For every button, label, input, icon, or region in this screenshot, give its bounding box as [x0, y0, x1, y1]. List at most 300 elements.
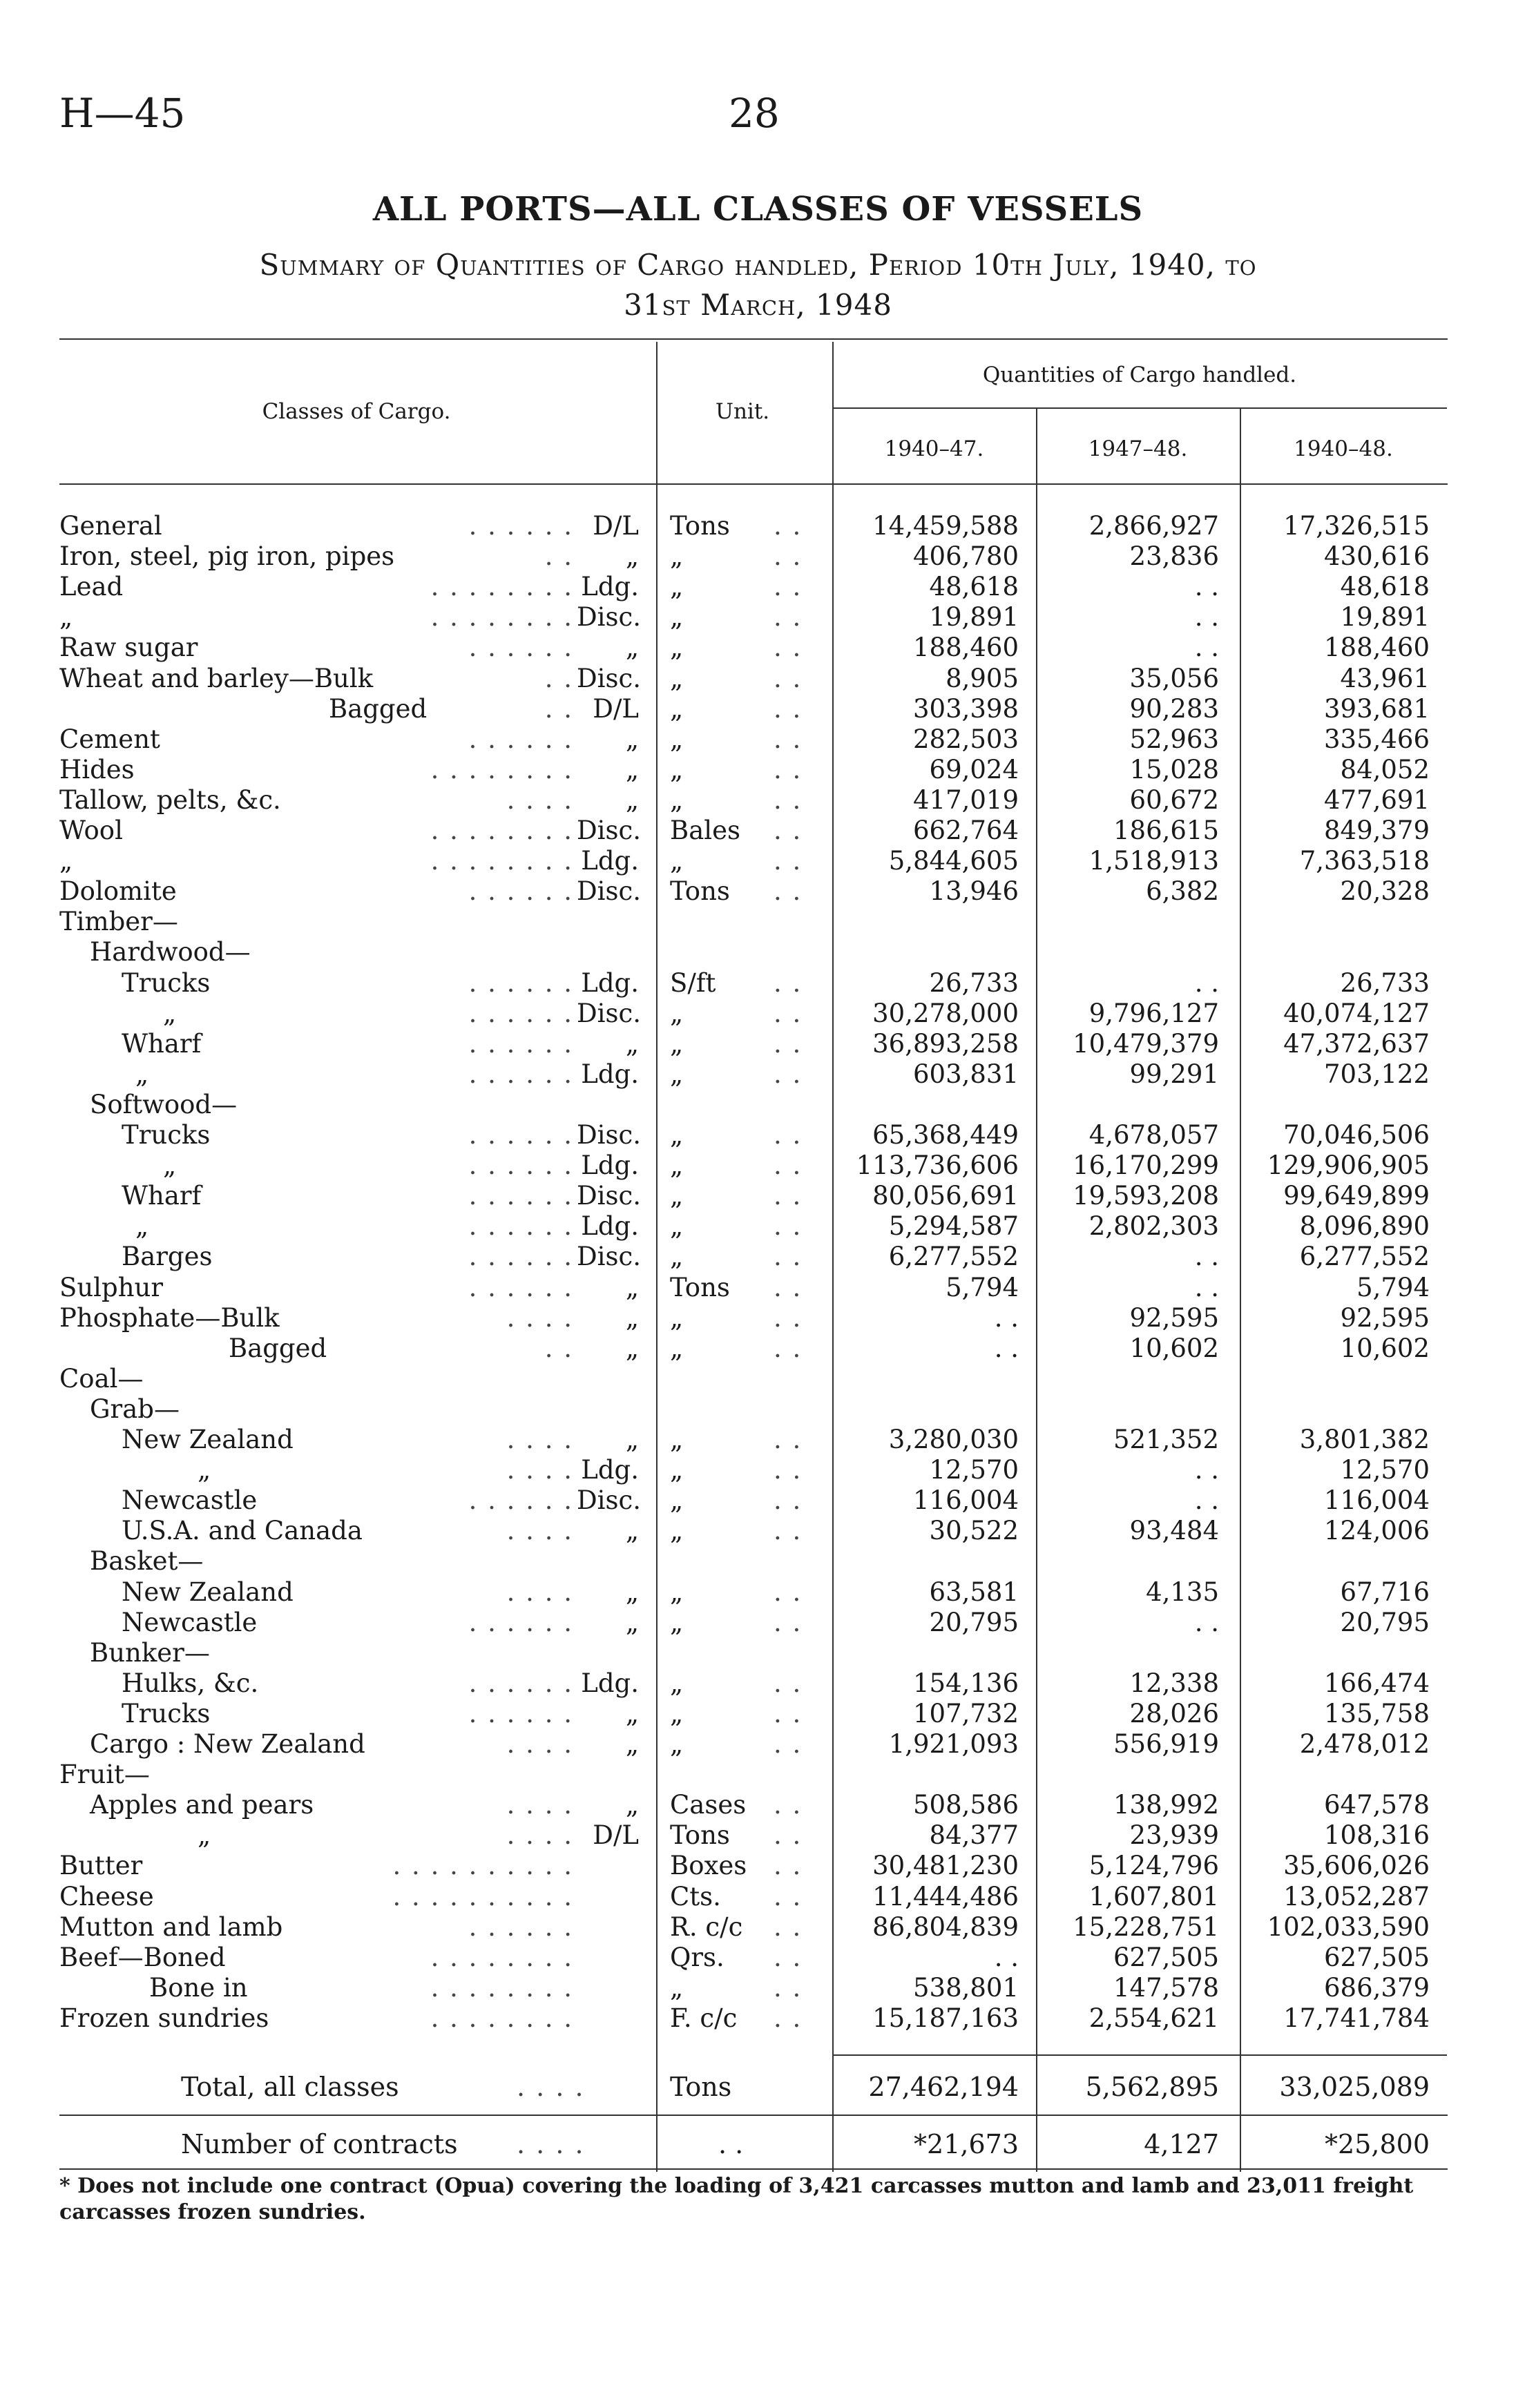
value-1947-48: 99,291 — [1129, 1059, 1219, 1089]
value-1940-48: 3,801,382 — [1299, 1425, 1430, 1454]
total-1940-48: 33,025,089 — [1279, 2072, 1430, 2102]
handling-type: Disc. — [577, 602, 641, 633]
contracts-1940-47: *21,673 — [914, 2129, 1019, 2159]
leader-dots: . . . . . . . . — [430, 754, 573, 784]
value-1940-48: 7,363,518 — [1299, 846, 1430, 876]
value-1947-48: 10,602 — [1129, 1333, 1219, 1363]
handling-type: D/L — [593, 1820, 639, 1851]
leader-dots: . . . . . . . . — [430, 1972, 573, 2003]
handling-type: „ — [625, 784, 639, 815]
value-1947-48: 1,607,801 — [1088, 1881, 1219, 1911]
value-1940-48: 47,372,637 — [1283, 1028, 1430, 1059]
handling-type: Ldg. — [581, 1150, 639, 1181]
value-1947-48: 52,963 — [1129, 724, 1219, 754]
value-1940-48: 335,466 — [1323, 724, 1430, 754]
value-1940-48: 10,602 — [1340, 1333, 1430, 1363]
table-bottom-rule — [59, 2168, 1448, 2170]
value-1947-48: 138,992 — [1113, 1790, 1219, 1820]
leader-dots: . . . . — [506, 1425, 573, 1454]
contracts-label: Number of contracts — [181, 2129, 458, 2159]
leader-dots: . . . . — [506, 1729, 573, 1759]
value-1947-48: 35,056 — [1129, 663, 1219, 693]
table-row — [0, 1943, 1516, 1973]
leader-dots: . . . . . . — [468, 1668, 573, 1698]
handling-type: „ — [625, 1577, 639, 1607]
unit-leader-dots: . . — [774, 1729, 803, 1759]
value-1940-48: 67,716 — [1340, 1577, 1430, 1607]
cargo-class-label: General — [59, 511, 162, 541]
unit-cell: „ — [670, 1607, 684, 1637]
unit-cell: „ — [670, 754, 684, 784]
leader-dots: . . . . . . . . — [430, 2003, 573, 2033]
handling-type: „ — [625, 1272, 639, 1302]
leader-dots: . . . . — [506, 1790, 573, 1820]
unit-leader-dots: . . — [774, 1150, 803, 1181]
value-1947-48: . . — [1194, 602, 1219, 633]
total-label: Total, all classes — [181, 2072, 399, 2102]
unit-cell: „ — [670, 1302, 684, 1333]
cargo-class-label: Bunker— — [90, 1637, 210, 1668]
value-1940-48: 686,379 — [1323, 1972, 1430, 2003]
table-top-rule — [59, 338, 1448, 340]
handling-type: „ — [625, 1607, 639, 1637]
unit-cell: „ — [670, 541, 684, 572]
value-1947-48: 19,593,208 — [1073, 1181, 1219, 1211]
unit-leader-dots: . . — [774, 663, 803, 693]
cargo-class-label: Coal— — [59, 1363, 144, 1394]
cargo-class-label: Wharf — [122, 1028, 202, 1059]
page-title: ALL PORTS—ALL CLASSES OF VESSELS — [372, 190, 1144, 229]
value-1947-48: 60,672 — [1129, 784, 1219, 815]
cargo-class-label: „ — [198, 1820, 211, 1851]
unit-cell: „ — [670, 784, 684, 815]
cargo-class-label: Newcastle — [122, 1485, 258, 1516]
leader-dots: . . — [544, 663, 573, 693]
cargo-class-label: Apples and pears — [90, 1790, 314, 1820]
value-1947-48: 147,578 — [1113, 1972, 1219, 2003]
cargo-class-label: Mutton and lamb — [59, 1911, 283, 1942]
unit-cell: S/ft — [670, 967, 716, 998]
cargo-class-label: Bagged — [229, 1333, 327, 1363]
value-1940-48: 40,074,127 — [1283, 998, 1430, 1028]
handling-type: Disc. — [577, 876, 641, 907]
value-1940-47: 662,764 — [912, 816, 1019, 845]
value-1940-47: 116,004 — [912, 1485, 1019, 1516]
value-1940-47: 86,804,839 — [872, 1911, 1019, 1942]
table-row — [0, 1851, 1516, 1881]
value-1940-47: 14,459,588 — [872, 511, 1019, 541]
value-1940-47: . . — [994, 1942, 1019, 1972]
value-1947-48: . . — [1194, 572, 1219, 602]
leader-dots: . . . . . . — [468, 1607, 573, 1637]
contracts-leader: . . . . — [517, 2129, 585, 2159]
unit-cell: Qrs. — [670, 1942, 725, 1972]
unit-leader-dots: . . — [774, 1485, 803, 1516]
cargo-class-label: Cheese — [59, 1881, 154, 1911]
cargo-class-label: Cement — [59, 724, 160, 754]
value-1940-48: 2,478,012 — [1299, 1729, 1430, 1759]
table-row — [0, 1211, 1516, 1242]
table-row — [0, 541, 1516, 572]
value-1940-47: 30,278,000 — [872, 998, 1019, 1028]
value-1947-48: 2,802,303 — [1088, 1211, 1219, 1242]
value-1940-47: 11,444,486 — [872, 1881, 1019, 1911]
total-unit: Tons — [670, 2072, 732, 2102]
leader-dots: . . . . . . — [468, 724, 573, 754]
cargo-class-label: Frozen sundries — [59, 2003, 269, 2033]
value-1940-47: 26,733 — [929, 967, 1019, 998]
handling-type: Ldg. — [581, 846, 639, 876]
unit-cell: Tons — [670, 1820, 730, 1851]
value-1940-47: 63,581 — [929, 1577, 1019, 1607]
table-row — [0, 1364, 1516, 1394]
handling-type: Disc. — [577, 1181, 641, 1211]
table-row — [0, 1668, 1516, 1699]
value-1940-48: 102,033,590 — [1267, 1911, 1430, 1942]
unit-leader-dots: . . — [774, 1972, 803, 2003]
value-1940-47: 80,056,691 — [872, 1181, 1019, 1211]
handling-type: „ — [625, 1729, 639, 1759]
unit-cell: „ — [670, 633, 684, 663]
table-row — [0, 1090, 1516, 1120]
unit-leader-dots: . . — [774, 1577, 803, 1607]
unit-cell: „ — [670, 1028, 684, 1059]
table-row — [0, 1912, 1516, 1943]
unit-leader-dots: . . — [774, 876, 803, 907]
table-row — [0, 1150, 1516, 1181]
value-1940-48: 92,595 — [1340, 1302, 1430, 1333]
value-1940-47: 15,187,163 — [872, 2003, 1019, 2033]
leader-dots: . . . . . . . . — [430, 816, 573, 845]
table-row — [0, 1638, 1516, 1668]
table-row — [0, 694, 1516, 724]
table-row — [0, 1485, 1516, 1516]
unit-cell: „ — [670, 1577, 684, 1607]
cargo-class-label: Beef—Boned — [59, 1942, 226, 1972]
header-classes-of-cargo: Classes of Cargo. — [262, 399, 451, 424]
value-1947-48: 2,866,927 — [1088, 511, 1219, 541]
cargo-class-label: Sulphur — [59, 1272, 164, 1302]
unit-cell: „ — [670, 602, 684, 633]
leader-dots: . . . . . . — [468, 1150, 573, 1181]
unit-cell: „ — [670, 1516, 684, 1546]
unit-leader-dots: . . — [774, 1120, 803, 1150]
unit-leader-dots: . . — [774, 602, 803, 633]
table-row — [0, 1820, 1516, 1851]
value-1940-47: 303,398 — [912, 693, 1019, 724]
value-1940-47: 65,368,449 — [872, 1120, 1019, 1150]
handling-type: Disc. — [577, 1242, 641, 1272]
value-1947-48: 1,518,913 — [1088, 846, 1219, 876]
value-1940-47: 20,795 — [929, 1607, 1019, 1637]
unit-cell: „ — [670, 846, 684, 876]
unit-leader-dots: . . — [774, 724, 803, 754]
value-1940-48: 99,649,899 — [1283, 1181, 1430, 1211]
unit-leader-dots: . . — [774, 1851, 803, 1881]
unit-cell: „ — [670, 1455, 684, 1485]
unit-leader-dots: . . — [774, 754, 803, 784]
unit-cell: Tons — [670, 511, 730, 541]
cargo-class-label: Hardwood— — [90, 937, 251, 967]
value-1940-47: 154,136 — [912, 1668, 1019, 1698]
handling-type: Disc. — [577, 1485, 641, 1516]
leader-dots: . . . . . . — [468, 876, 573, 907]
unit-leader-dots: . . — [774, 1425, 803, 1454]
table-row — [0, 1181, 1516, 1211]
value-1940-48: 393,681 — [1323, 693, 1430, 724]
contracts-1947-48: 4,127 — [1144, 2129, 1219, 2159]
value-1940-47: 12,570 — [929, 1455, 1019, 1485]
leader-dots: . . — [544, 1333, 573, 1363]
value-1940-48: 116,004 — [1323, 1485, 1430, 1516]
table-row — [0, 1059, 1516, 1090]
table-row — [0, 1303, 1516, 1333]
unit-leader-dots: . . — [774, 1333, 803, 1363]
table-row — [0, 572, 1516, 602]
handling-type: „ — [625, 1425, 639, 1454]
unit-leader-dots: . . — [774, 1820, 803, 1851]
total-row — [0, 2072, 1516, 2102]
value-1940-48: 70,046,506 — [1283, 1120, 1430, 1150]
handling-type: Ldg. — [581, 967, 639, 998]
cargo-class-label: New Zealand — [122, 1425, 294, 1454]
value-1940-48: 108,316 — [1323, 1820, 1430, 1851]
value-1947-48: 93,484 — [1129, 1516, 1219, 1546]
value-1947-48: . . — [1194, 633, 1219, 663]
value-1940-47: 3,280,030 — [888, 1425, 1019, 1454]
unit-leader-dots: . . — [774, 1455, 803, 1485]
unit-cell: „ — [670, 1668, 684, 1698]
total-1940-47: 27,462,194 — [868, 2072, 1019, 2102]
value-1940-47: 5,794 — [946, 1272, 1019, 1302]
table-row — [0, 785, 1516, 816]
value-1940-47: 107,732 — [912, 1698, 1019, 1728]
value-1940-48: 8,096,890 — [1299, 1211, 1430, 1242]
leader-dots: . . . . — [506, 784, 573, 815]
table-row — [0, 1242, 1516, 1272]
value-1947-48: . . — [1194, 1455, 1219, 1485]
leader-dots: . . . . . . . . — [430, 846, 573, 876]
value-1940-47: 30,522 — [929, 1516, 1019, 1546]
value-1947-48: 90,283 — [1129, 693, 1219, 724]
value-1947-48: . . — [1194, 1485, 1219, 1516]
unit-cell: Cases — [670, 1790, 747, 1820]
value-1940-47: 8,905 — [946, 663, 1019, 693]
unit-cell: „ — [670, 572, 684, 602]
value-1940-47: 113,736,606 — [856, 1150, 1019, 1181]
table-row — [0, 2003, 1516, 2034]
value-1940-48: 13,052,287 — [1283, 1881, 1430, 1911]
table-row — [0, 999, 1516, 1029]
unit-leader-dots: . . — [774, 816, 803, 845]
leader-dots: . . . . . . . . — [430, 602, 573, 633]
table-row — [0, 1608, 1516, 1638]
unit-leader-dots: . . — [774, 1607, 803, 1637]
leader-dots: . . . . — [506, 1820, 573, 1851]
document-reference: H—45 — [59, 90, 186, 137]
table-row — [0, 968, 1516, 999]
unit-cell: „ — [670, 1181, 684, 1211]
handling-type: „ — [625, 633, 639, 663]
total-rule — [832, 2054, 1447, 2056]
value-1947-48: . . — [1194, 1242, 1219, 1272]
cargo-class-label: „ — [59, 846, 73, 876]
table-row — [0, 846, 1516, 876]
cargo-class-label: „ — [198, 1455, 211, 1485]
cargo-class-label: Timber— — [59, 907, 178, 937]
cargo-class-label: New Zealand — [122, 1577, 294, 1607]
unit-cell: „ — [670, 1972, 684, 2003]
handling-type: Ldg. — [581, 1211, 639, 1242]
value-1947-48: . . — [1194, 967, 1219, 998]
cargo-class-label: Iron, steel, pig iron, pipes — [59, 541, 395, 572]
value-1940-47: 5,844,605 — [888, 846, 1019, 876]
value-1947-48: 15,228,751 — [1073, 1911, 1219, 1942]
cargo-class-label: Wheat and barley—Bulk — [59, 663, 374, 693]
handling-type: Disc. — [577, 1120, 641, 1150]
handling-type: „ — [625, 1790, 639, 1820]
value-1947-48: 5,124,796 — [1088, 1851, 1219, 1881]
value-1940-47: 6,277,552 — [888, 1242, 1019, 1272]
table-row — [0, 1029, 1516, 1059]
unit-leader-dots: . . — [774, 511, 803, 541]
value-1940-48: 430,616 — [1323, 541, 1430, 572]
unit-cell: „ — [670, 1333, 684, 1363]
unit-leader-dots: . . — [774, 998, 803, 1028]
value-1940-48: 26,733 — [1340, 967, 1430, 998]
handling-type: Ldg. — [581, 572, 639, 602]
table-row — [0, 1790, 1516, 1820]
table-row — [0, 907, 1516, 937]
value-1940-48: 129,906,905 — [1267, 1150, 1430, 1181]
cargo-class-label: „ — [135, 1059, 149, 1089]
leader-dots: . . . . — [506, 1516, 573, 1546]
unit-leader-dots: . . — [774, 1242, 803, 1272]
cargo-class-label: Fruit— — [59, 1760, 150, 1790]
value-1940-48: 19,891 — [1340, 602, 1430, 633]
unit-cell: „ — [670, 1729, 684, 1759]
value-1940-48: 12,570 — [1340, 1455, 1430, 1485]
unit-cell: „ — [670, 998, 684, 1028]
value-1947-48: 4,678,057 — [1088, 1120, 1219, 1150]
value-1947-48: 16,170,299 — [1073, 1150, 1219, 1181]
leader-dots: . . . . . . — [468, 1272, 573, 1302]
leader-dots: . . . . . . . . — [430, 1942, 573, 1972]
unit-leader-dots: . . — [774, 1028, 803, 1059]
value-1947-48: 12,338 — [1129, 1668, 1219, 1698]
cargo-class-label: Wool — [59, 816, 123, 845]
leader-dots: . . . . — [506, 1455, 573, 1485]
value-1947-48: . . — [1194, 1607, 1219, 1637]
unit-leader-dots: . . — [774, 1516, 803, 1546]
leader-dots: . . . . . . — [468, 1485, 573, 1516]
value-1947-48: 28,026 — [1129, 1698, 1219, 1728]
value-1940-47: 13,946 — [929, 876, 1019, 907]
leader-dots: . . . . . . . . — [430, 572, 573, 602]
unit-cell: Bales — [670, 816, 740, 845]
value-1940-47: 19,891 — [929, 602, 1019, 633]
leader-dots: . . . . — [506, 1577, 573, 1607]
header-col-1940-47: 1940–47. — [884, 436, 984, 461]
table-row — [0, 1394, 1516, 1425]
leader-dots: . . . . — [506, 1302, 573, 1333]
table-row — [0, 1516, 1516, 1546]
value-1940-47: 30,481,230 — [872, 1851, 1019, 1881]
unit-leader-dots: . . — [774, 541, 803, 572]
cargo-class-label: Trucks — [122, 1698, 211, 1728]
cargo-class-label: Newcastle — [122, 1607, 258, 1637]
value-1940-47: 538,801 — [912, 1972, 1019, 2003]
cargo-class-label: Trucks — [122, 1120, 211, 1150]
unit-cell: „ — [670, 1485, 684, 1516]
page-subtitle — [104, 245, 1412, 325]
header-quantities: Quantities of Cargo handled. — [982, 363, 1297, 387]
leader-dots: . . . . . . . . . . — [392, 1851, 573, 1881]
total-1947-48: 5,562,895 — [1085, 2072, 1219, 2102]
cargo-class-label: Lead — [59, 572, 124, 602]
unit-cell: „ — [670, 724, 684, 754]
value-1947-48: 92,595 — [1129, 1302, 1219, 1333]
leader-dots: . . . . . . — [468, 1242, 573, 1272]
table-row — [0, 1577, 1516, 1608]
unit-leader-dots: . . — [774, 1942, 803, 1972]
unit-cell: Boxes — [670, 1851, 747, 1881]
cargo-class-label: Barges — [122, 1242, 213, 1272]
subtitle-line-1: Summary of Quantities of Cargo handled, Period 10th July, 1940, to — [259, 248, 1257, 282]
table-row — [0, 1882, 1516, 1912]
handling-type: Ldg. — [581, 1455, 639, 1485]
unit-leader-dots: . . — [774, 633, 803, 663]
leader-dots: . . . . . . — [468, 998, 573, 1028]
leader-dots: . . . . . . — [468, 1120, 573, 1150]
table-row — [0, 1120, 1516, 1150]
cargo-class-label: Dolomite — [59, 876, 177, 907]
cargo-class-label: Softwood— — [90, 1089, 238, 1119]
header-mid-rule — [832, 407, 1447, 409]
value-1947-48: 9,796,127 — [1088, 998, 1219, 1028]
unit-leader-dots: . . — [774, 1698, 803, 1728]
table-row — [0, 1333, 1516, 1364]
value-1940-48: 35,606,026 — [1283, 1851, 1430, 1881]
value-1940-48: 84,052 — [1340, 754, 1430, 784]
handling-type: Disc. — [577, 816, 641, 845]
unit-cell: „ — [670, 1150, 684, 1181]
handling-type: „ — [625, 541, 639, 572]
cargo-class-label: Tallow, pelts, &c. — [59, 784, 281, 815]
unit-cell: „ — [670, 663, 684, 693]
cargo-class-label: Wharf — [122, 1181, 202, 1211]
handling-type: „ — [625, 1698, 639, 1728]
value-1940-47: 84,377 — [929, 1820, 1019, 1851]
cargo-class-label: „ — [59, 602, 73, 633]
value-1940-48: 17,326,515 — [1283, 511, 1430, 541]
unit-leader-dots: . . — [774, 693, 803, 724]
value-1947-48: . . — [1194, 1272, 1219, 1302]
cargo-class-label: Bone in — [149, 1972, 248, 2003]
value-1947-48: 4,135 — [1146, 1577, 1219, 1607]
leader-dots: . . — [544, 693, 573, 724]
cargo-class-label: U.S.A. and Canada — [122, 1516, 363, 1546]
unit-leader-dots: . . — [774, 1668, 803, 1698]
cargo-class-label: Trucks — [122, 967, 211, 998]
value-1940-47: 36,893,258 — [872, 1028, 1019, 1059]
value-1940-47: 48,618 — [929, 572, 1019, 602]
unit-cell: „ — [670, 1211, 684, 1242]
leader-dots: . . . . . . . . . . — [392, 1881, 573, 1911]
cargo-class-label: Grab— — [90, 1394, 180, 1424]
handling-type: „ — [625, 1333, 639, 1363]
leader-dots: . . . . . . — [468, 1028, 573, 1059]
